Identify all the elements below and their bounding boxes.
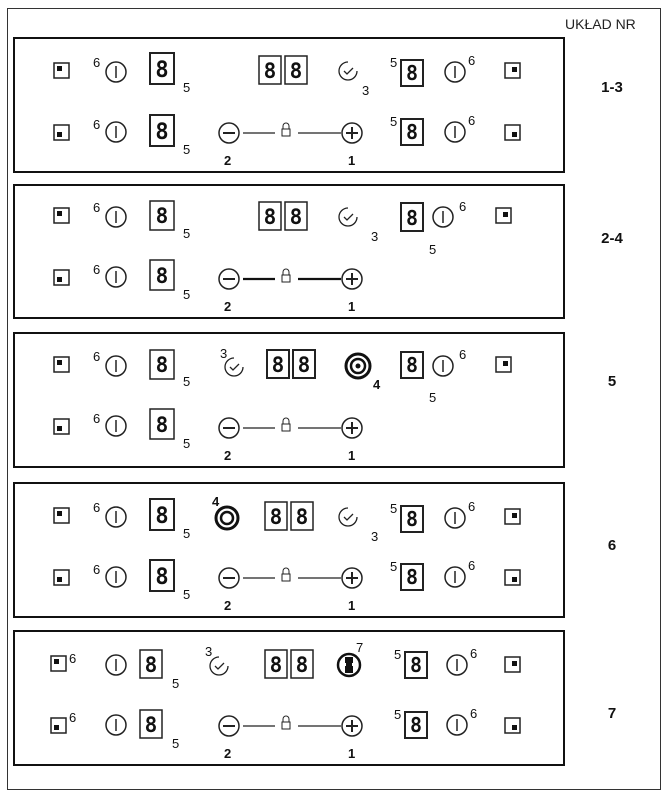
digit-display — [150, 260, 174, 290]
digit-display — [150, 201, 174, 230]
digit-display — [401, 203, 423, 231]
layout-number-header: UKŁAD NR — [565, 16, 636, 32]
callout-2: 2 — [224, 746, 232, 761]
power-button-icon — [106, 62, 126, 82]
zone-indicator-bottom-left-icon — [54, 419, 69, 434]
lock-icon — [282, 123, 290, 136]
zone-indicator-top-right-icon — [505, 657, 520, 672]
callout-1: 1 — [348, 598, 356, 613]
svg-text:8: 8 — [271, 353, 285, 377]
timer-display-left — [259, 202, 281, 230]
callout-6: 6 — [468, 499, 476, 514]
minus-button-icon — [219, 418, 239, 438]
minus-button-icon — [219, 716, 239, 736]
callout-5: 5 — [429, 242, 437, 257]
callout-6: 6 — [93, 411, 101, 426]
svg-text:8: 8 — [405, 353, 419, 377]
timer-display-right — [285, 56, 307, 84]
zone-indicator-top-right-icon — [496, 208, 511, 223]
callout-5: 5 — [183, 526, 191, 541]
callout-5: 5 — [183, 436, 191, 451]
svg-text:8: 8 — [155, 204, 169, 228]
timer-icon — [339, 208, 357, 226]
power-button-icon — [106, 567, 126, 587]
timer-display-right — [285, 202, 307, 230]
power-button-icon — [106, 655, 126, 675]
zone-indicator-bottom-left-icon — [54, 270, 69, 285]
callout-3: 3 — [362, 83, 370, 98]
power-button-icon — [106, 715, 126, 735]
zone-indicator-bottom-right-icon — [505, 570, 520, 585]
svg-text:8: 8 — [155, 58, 169, 83]
callout-5: 5 — [183, 142, 191, 157]
svg-text:8: 8 — [263, 205, 277, 229]
callout-6: 6 — [69, 651, 77, 666]
callout-1: 1 — [348, 153, 356, 168]
digit-display — [401, 352, 423, 378]
digit-display — [405, 652, 427, 678]
panel-diagram — [15, 334, 567, 470]
power-button-icon — [106, 507, 126, 527]
svg-text:8: 8 — [155, 264, 169, 288]
power-button-icon — [447, 655, 467, 675]
panel-diagram — [15, 484, 567, 620]
callout-5: 5 — [172, 736, 180, 751]
callout-6: 6 — [468, 113, 476, 128]
power-button-icon — [106, 207, 126, 227]
callout-5: 5 — [183, 80, 191, 95]
digit-display — [401, 564, 423, 590]
callout-6: 6 — [459, 347, 467, 362]
power-button-icon — [433, 356, 453, 376]
digit-display — [150, 53, 174, 84]
callout-6: 6 — [470, 706, 478, 721]
zone-indicator-top-right-icon — [496, 357, 511, 372]
svg-text:8: 8 — [144, 713, 158, 737]
svg-text:8: 8 — [155, 353, 169, 377]
svg-text:8: 8 — [269, 505, 283, 529]
digit-display — [401, 119, 423, 145]
power-button-icon — [106, 122, 126, 142]
callout-6: 6 — [93, 500, 101, 515]
timer-display-left — [265, 650, 287, 678]
svg-text:8: 8 — [295, 505, 309, 529]
callout-1: 1 — [348, 299, 356, 314]
callout-3: 3 — [220, 346, 228, 361]
svg-text:8: 8 — [405, 61, 419, 85]
callout-5: 5 — [390, 559, 398, 574]
digit-display — [150, 350, 174, 379]
callout-3: 3 — [205, 644, 213, 659]
timer-icon — [339, 508, 357, 526]
layout-label: 7 — [607, 705, 617, 722]
svg-text:8: 8 — [289, 59, 303, 83]
layout-label: 5 — [607, 373, 617, 390]
callout-6: 6 — [93, 349, 101, 364]
plus-button-icon — [342, 123, 362, 143]
plus-button-icon — [342, 269, 362, 289]
callout-6: 6 — [468, 53, 476, 68]
callout-5: 5 — [183, 587, 191, 602]
lock-icon — [282, 568, 290, 581]
callout-6: 6 — [93, 200, 101, 215]
control-panel-layout-7 — [13, 630, 565, 766]
svg-text:8: 8 — [155, 413, 169, 437]
digit-display — [140, 650, 162, 678]
svg-text:8: 8 — [295, 653, 309, 677]
callout-5: 5 — [390, 501, 398, 516]
callout-2: 2 — [224, 153, 232, 168]
control-panel-layout-6 — [13, 482, 565, 618]
panel-diagram — [15, 39, 567, 175]
callout-3: 3 — [371, 229, 379, 244]
lock-icon — [282, 716, 290, 729]
control-panel-layout-5 — [13, 332, 565, 468]
boost-button-icon — [216, 507, 238, 529]
power-button-icon — [106, 267, 126, 287]
zone-indicator-bottom-right-icon — [505, 125, 520, 140]
callout-6: 6 — [459, 199, 467, 214]
svg-text:8: 8 — [144, 653, 158, 677]
panel-diagram — [15, 186, 567, 321]
layout-label: 2-4 — [601, 230, 623, 247]
control-panel-layout-2-4 — [13, 184, 565, 319]
svg-text:8: 8 — [405, 120, 419, 144]
callout-5: 5 — [429, 390, 437, 405]
svg-text:8: 8 — [409, 653, 423, 677]
digit-display — [401, 60, 423, 86]
callout-2: 2 — [224, 299, 232, 314]
layout-label: 6 — [607, 537, 617, 554]
callout-3: 3 — [371, 529, 379, 544]
control-panel-layout-1-3 — [13, 37, 565, 173]
power-button-icon — [445, 567, 465, 587]
layout-label: 1-3 — [601, 79, 623, 96]
svg-text:8: 8 — [269, 653, 283, 677]
power-button-icon — [106, 356, 126, 376]
svg-text:8: 8 — [409, 713, 423, 737]
zone-indicator-bottom-left-icon — [54, 570, 69, 585]
zone-indicator-top-left-icon — [54, 357, 69, 372]
zone-indicator-top-left-icon — [54, 508, 69, 523]
svg-text:8: 8 — [405, 507, 419, 531]
callout-5: 5 — [183, 287, 191, 302]
timer-display-right — [291, 650, 313, 678]
callout-5: 5 — [394, 707, 402, 722]
pause-keep-warm-icon — [338, 654, 360, 676]
panel-diagram — [15, 632, 567, 768]
plus-button-icon — [342, 568, 362, 588]
zone-indicator-top-left-icon — [54, 208, 69, 223]
plus-button-icon — [342, 418, 362, 438]
timer-icon — [225, 358, 243, 376]
boost-button-icon — [346, 354, 370, 378]
digit-display — [405, 712, 427, 738]
zone-indicator-top-right-icon — [505, 63, 520, 78]
svg-text:8: 8 — [155, 504, 169, 529]
callout-6: 6 — [69, 710, 77, 725]
zone-indicator-top-left-icon — [54, 63, 69, 78]
timer-display-left — [267, 350, 289, 378]
svg-text:8: 8 — [155, 565, 169, 590]
svg-text:8: 8 — [405, 565, 419, 589]
callout-1: 1 — [348, 448, 356, 463]
power-button-icon — [445, 62, 465, 82]
callout-2: 2 — [224, 598, 232, 613]
minus-button-icon — [219, 568, 239, 588]
callout-2: 2 — [224, 448, 232, 463]
callout-5: 5 — [172, 676, 180, 691]
timer-display-left — [259, 56, 281, 84]
minus-button-icon — [219, 123, 239, 143]
callout-6: 6 — [470, 646, 478, 661]
svg-text:8: 8 — [263, 59, 277, 83]
digit-display — [401, 506, 423, 532]
digit-display — [150, 499, 174, 530]
power-button-icon — [445, 122, 465, 142]
zone-indicator-bottom-left-icon — [51, 718, 66, 733]
power-button-icon — [106, 416, 126, 436]
callout-1: 1 — [348, 746, 356, 761]
callout-5: 5 — [183, 374, 191, 389]
svg-text:8: 8 — [289, 205, 303, 229]
zone-indicator-top-right-icon — [505, 509, 520, 524]
digit-display — [140, 710, 162, 738]
timer-display-right — [293, 350, 315, 378]
lock-icon — [282, 269, 290, 282]
zone-indicator-top-left-icon — [51, 656, 66, 671]
callout-6: 6 — [468, 558, 476, 573]
callout-6: 6 — [93, 117, 101, 132]
zone-indicator-bottom-left-icon — [54, 125, 69, 140]
timer-display-left — [265, 502, 287, 530]
callout-5: 5 — [390, 114, 398, 129]
digit-display — [150, 409, 174, 439]
timer-icon — [210, 657, 228, 675]
callout-6: 6 — [93, 562, 101, 577]
plus-button-icon — [342, 716, 362, 736]
callout-6: 6 — [93, 262, 101, 277]
zone-indicator-bottom-right-icon — [505, 718, 520, 733]
timer-display-right — [291, 502, 313, 530]
callout-4: 4 — [212, 494, 220, 509]
power-button-icon — [445, 508, 465, 528]
callout-6: 6 — [93, 55, 101, 70]
svg-text:8: 8 — [405, 206, 419, 230]
callout-4: 4 — [373, 377, 381, 392]
power-button-icon — [447, 715, 467, 735]
svg-text:8: 8 — [155, 120, 169, 145]
callout-5: 5 — [390, 55, 398, 70]
callout-5: 5 — [183, 226, 191, 241]
digit-display — [150, 115, 174, 146]
callout-5: 5 — [394, 647, 402, 662]
lock-icon — [282, 418, 290, 431]
power-button-icon — [433, 207, 453, 227]
timer-icon — [339, 62, 357, 80]
callout-7: 7 — [356, 640, 364, 655]
svg-text:8: 8 — [297, 353, 311, 377]
digit-display — [150, 560, 174, 591]
minus-button-icon — [219, 269, 239, 289]
